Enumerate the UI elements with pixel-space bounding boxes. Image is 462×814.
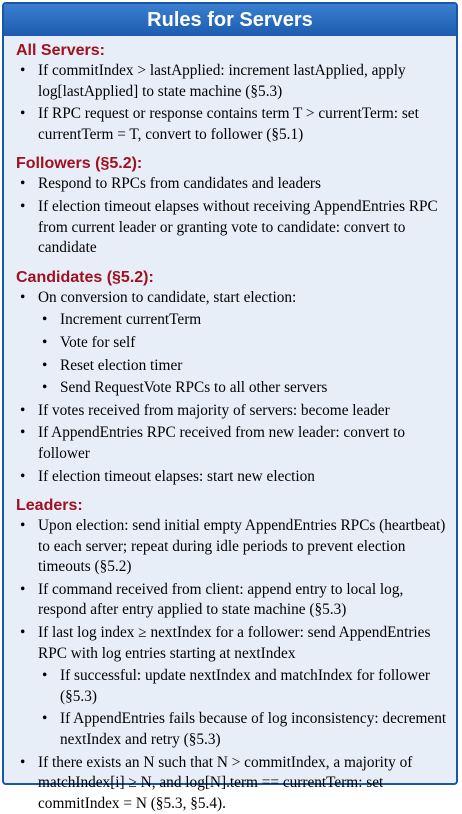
sub-rule-list — [38, 666, 448, 750]
section-title: Leaders: — [16, 497, 83, 515]
sub-rule-item: • If successful: update nextIndex and matchIndex for follower (§5.3) — [38, 666, 448, 707]
rule-item: • If votes received from majority of servers: become leader — [16, 401, 448, 422]
rule-text: If last log index ≥ nextIndex for a follower: send AppendEntries RPC with log entries starting at nextIndex — [38, 624, 431, 662]
sub-rule-item: • Reset election timer — [38, 356, 448, 377]
rule-text: On conversion to candidate, start election: — [38, 288, 297, 306]
rule-list — [16, 516, 448, 814]
card-content — [4, 36, 456, 814]
section-candidates — [16, 268, 448, 487]
rule-item: • If RPC request or response contains term T > currentTerm: set currentTerm = T, convert to follower (§5.1) — [16, 104, 448, 145]
rule-item — [16, 623, 448, 751]
rule-list — [16, 61, 448, 145]
rule-list — [16, 174, 448, 258]
sub-rule-item: • Send RequestVote RPCs to all other servers — [38, 378, 448, 399]
sub-rule-item: • Increment currentTerm — [38, 310, 448, 331]
section-followers — [16, 154, 448, 258]
rule-item: • If there exists an N such that N > commitIndex, a majority of matchIndex[i] ≥ N, and log[N].term == currentTerm: set commitIndex = N (§5.3, §5.4). — [16, 753, 448, 814]
section-all-servers — [16, 41, 448, 145]
rule-item: • If election timeout elapses without receiving AppendEntries RPC from current leader or granting vote to candidate: convert to candidate — [16, 197, 448, 259]
rule-item: • Upon election: send initial empty AppendEntries RPCs (heartbeat) to each server; repeat during idle periods to prevent election timeouts (§5.2) — [16, 516, 448, 578]
section-title: All Servers: — [16, 42, 105, 59]
rule-item — [16, 288, 448, 399]
rule-item: • If command received from client: append entry to local log, respond after entry applied to state machine (§5.3) — [16, 580, 448, 621]
rule-item: • If election timeout elapses: start new election — [16, 467, 448, 488]
section-leaders — [16, 496, 448, 814]
sub-rule-list — [38, 310, 448, 398]
sub-rule-item: • Vote for self — [38, 333, 448, 354]
rule-item: • If commitIndex > lastApplied: increment lastApplied, apply log[lastApplied] to state machine (§5.3) — [16, 61, 448, 102]
rule-item: • Respond to RPCs from candidates and leaders — [16, 174, 448, 195]
rules-card — [2, 2, 458, 812]
rule-list — [16, 288, 448, 487]
rule-item: • If AppendEntries RPC received from new leader: convert to follower — [16, 423, 448, 464]
card-title: Rules for Servers — [4, 4, 456, 36]
section-title: Candidates (§5.2): — [16, 268, 154, 286]
sub-rule-item: • If AppendEntries fails because of log inconsistency: decrement nextIndex and retry (§5.3) — [38, 709, 448, 750]
section-title: Followers (§5.2): — [16, 155, 143, 173]
